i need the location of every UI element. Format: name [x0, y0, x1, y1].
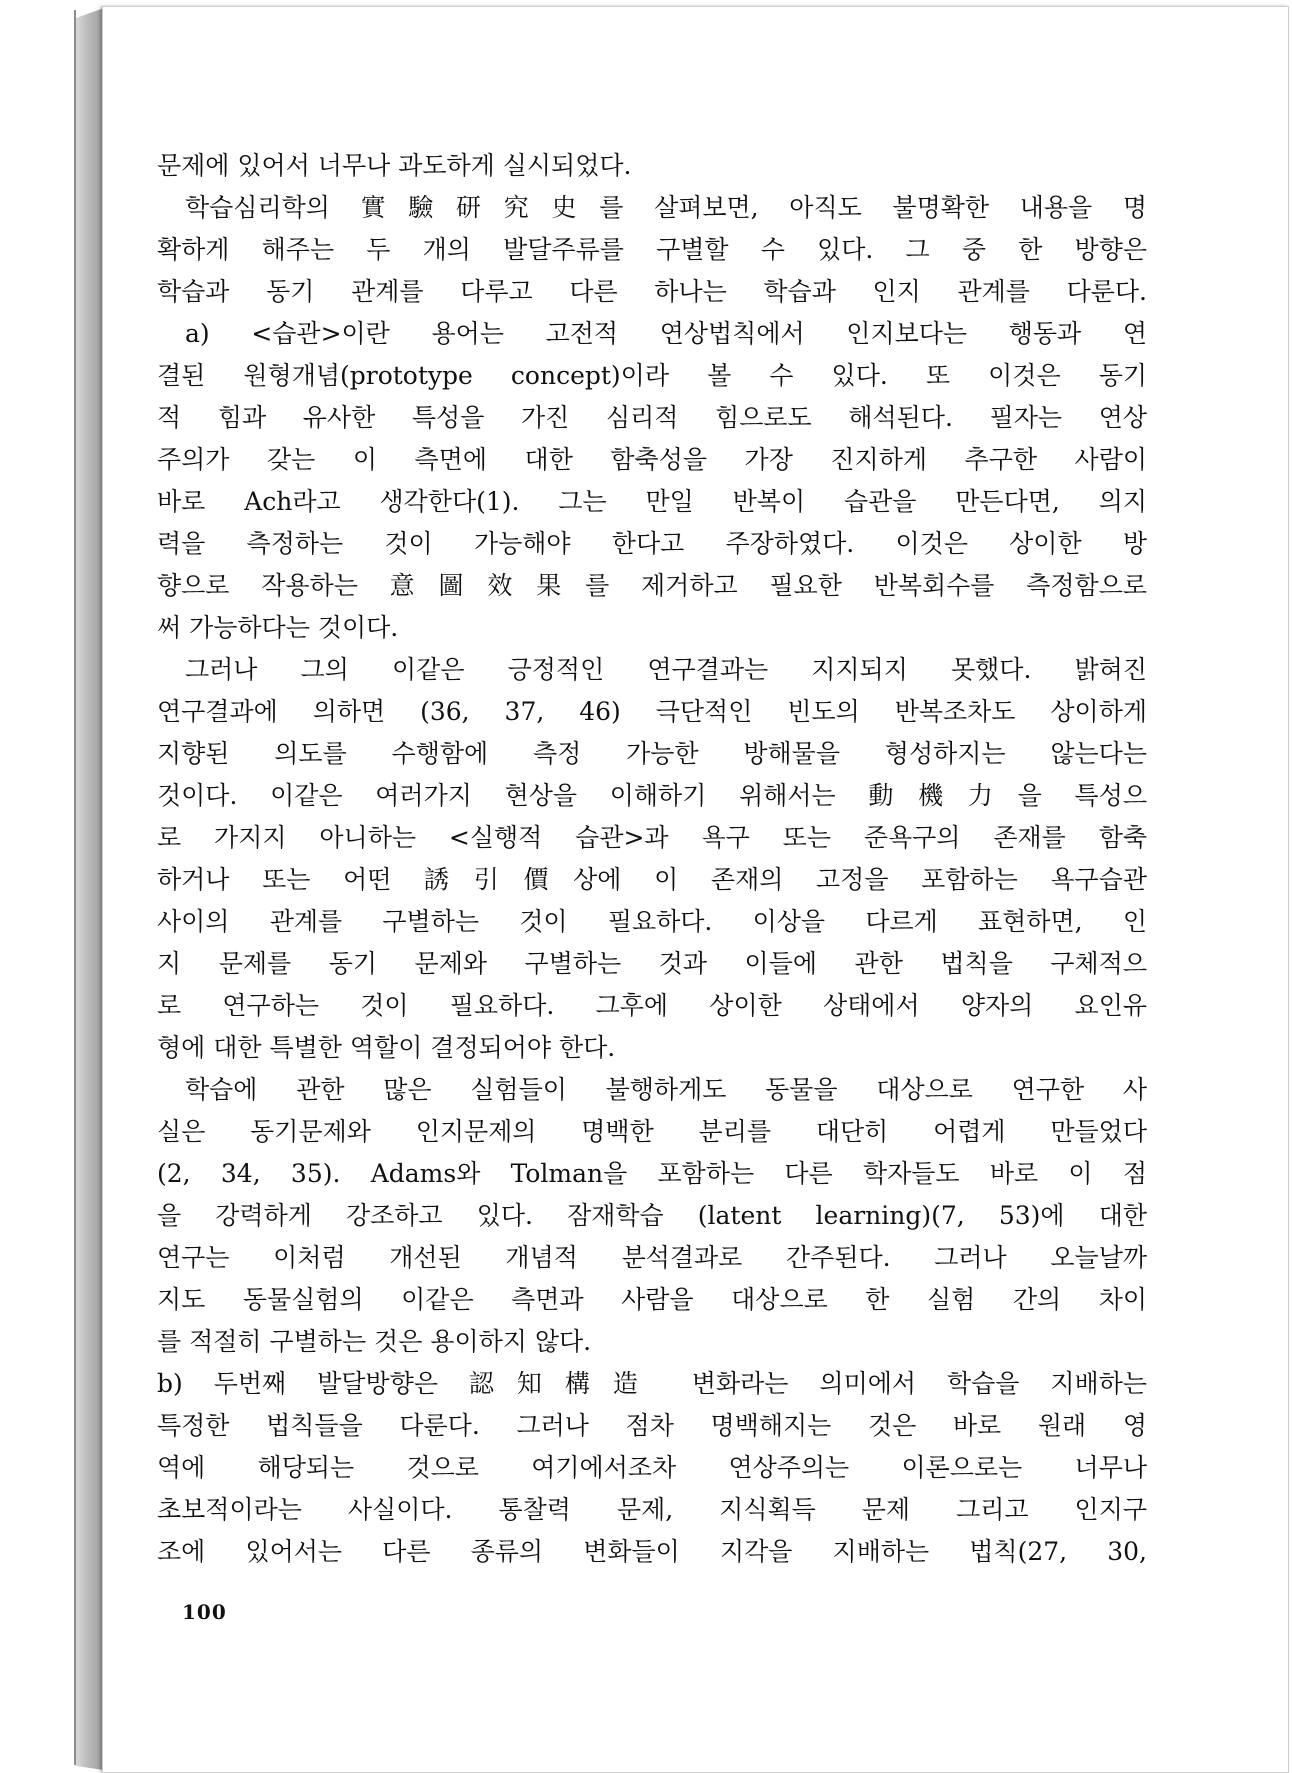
book-spine — [76, 8, 104, 1770]
text-line: 바로 Ach라고 생각한다(1). 그는 만일 반복이 습관을 만든다면, 의지 — [157, 487, 1147, 516]
text-line: b) 두번째 발달방향은 認知構造 변화라는 의미에서 학습을 지배하는 — [157, 1369, 1147, 1398]
text-line: 연구결과에 의하면 (36, 37, 46) 극단적인 빈도의 반복조차도 상이하게 — [157, 697, 1147, 726]
text-line: 지도 동물실험의 이같은 측면과 사람을 대상으로 한 실험 간의 차이 — [157, 1285, 1147, 1314]
text-line: 확하게 해주는 두 개의 발달주류를 구별할 수 있다. 그 중 한 방향은 — [157, 235, 1147, 264]
text-line: a) <습관>이란 용어는 고전적 연상법칙에서 인지보다는 행동과 연 — [185, 319, 1147, 348]
text-line: 그러나 그의 이같은 긍정적인 연구결과는 지지되지 못했다. 밝혀진 — [185, 655, 1147, 684]
text-line: 사이의 관계를 구별하는 것이 필요하다. 이상을 다르게 표현하면, 인 — [157, 907, 1147, 936]
text-line: 연구는 이처럼 개선된 개념적 분석결과로 간주된다. 그러나 오늘날까 — [157, 1243, 1147, 1272]
page-number: 100 — [182, 1600, 227, 1624]
book-spine-edge — [74, 10, 76, 1765]
text-line: 형에 대한 특별한 역할이 결정되어야 한다. — [157, 1033, 616, 1062]
text-line: 학습에 관한 많은 실험들이 불행하게도 동물을 대상으로 연구한 사 — [185, 1075, 1147, 1104]
text-line: 를 적절히 구별하는 것은 용이하지 않다. — [157, 1327, 592, 1356]
text-line: 역에 해당되는 것으로 여기에서조차 연상주의는 이론으로는 너무나 — [157, 1453, 1147, 1482]
text-line: 것이다. 이같은 여러가지 현상을 이해하기 위해서는 動機力을 특성으 — [157, 781, 1147, 810]
text-line: 로 연구하는 것이 필요하다. 그후에 상이한 상태에서 양자의 요인유 — [157, 991, 1147, 1020]
text-line: 지 문제를 동기 문제와 구별하는 것과 이들에 관한 법칙을 구체적으 — [157, 949, 1147, 978]
text-line: 학습심리학의 實驗研究史를 살펴보면, 아직도 불명확한 내용을 명 — [185, 193, 1147, 222]
text-line: 지향된 의도를 수행함에 측정 가능한 방해물을 형성하지는 않는다는 — [157, 739, 1147, 768]
text-line: 써 가능하다는 것이다. — [157, 613, 399, 642]
text-line: 향으로 작용하는 意圖效果를 제거하고 필요한 반복회수를 측정함으로 — [157, 571, 1147, 600]
text-line: 하거나 또는 어떤 誘引價상에 이 존재의 고정을 포함하는 욕구습관 — [157, 865, 1147, 894]
text-line: 적 힘과 유사한 특성을 가진 심리적 힘으로도 해석된다. 필자는 연상 — [157, 403, 1147, 432]
text-line: 주의가 갖는 이 측면에 대한 함축성을 가장 진지하게 추구한 사람이 — [157, 445, 1147, 474]
text-line: 학습과 동기 관계를 다루고 다른 하나는 학습과 인지 관계를 다룬다. — [157, 277, 1147, 306]
page-body-text — [157, 145, 1147, 1573]
text-line: 력을 측정하는 것이 가능해야 한다고 주장하였다. 이것은 상이한 방 — [157, 529, 1147, 558]
text-line: 조에 있어서는 다른 종류의 변화들이 지각을 지배하는 법칙(27, 30, — [157, 1537, 1147, 1566]
text-line: 로 가지지 아니하는 <실행적 습관>과 욕구 또는 준욕구의 존재를 함축 — [157, 823, 1147, 852]
text-line: 실은 동기문제와 인지문제의 명백한 분리를 대단히 어렵게 만들었다 — [157, 1117, 1147, 1146]
text-line: 결된 원형개념(prototype concept)이라 볼 수 있다. 또 이것은 동기 — [157, 361, 1147, 390]
text-line: 특정한 법칙들을 다룬다. 그러나 점차 명백해지는 것은 바로 원래 영 — [157, 1411, 1147, 1440]
text-line: 을 강력하게 강조하고 있다. 잠재학습 (latent learning)(7, 53)에 대한 — [157, 1201, 1147, 1230]
text-line: 문제에 있어서 너무나 과도하게 실시되었다. — [157, 151, 632, 180]
text-line: (2, 34, 35). Adams와 Tolman을 포함하는 다른 학자들도 바로 이 점 — [157, 1159, 1147, 1188]
text-line: 초보적이라는 사실이다. 통찰력 문제, 지식획득 문제 그리고 인지구 — [157, 1495, 1147, 1524]
